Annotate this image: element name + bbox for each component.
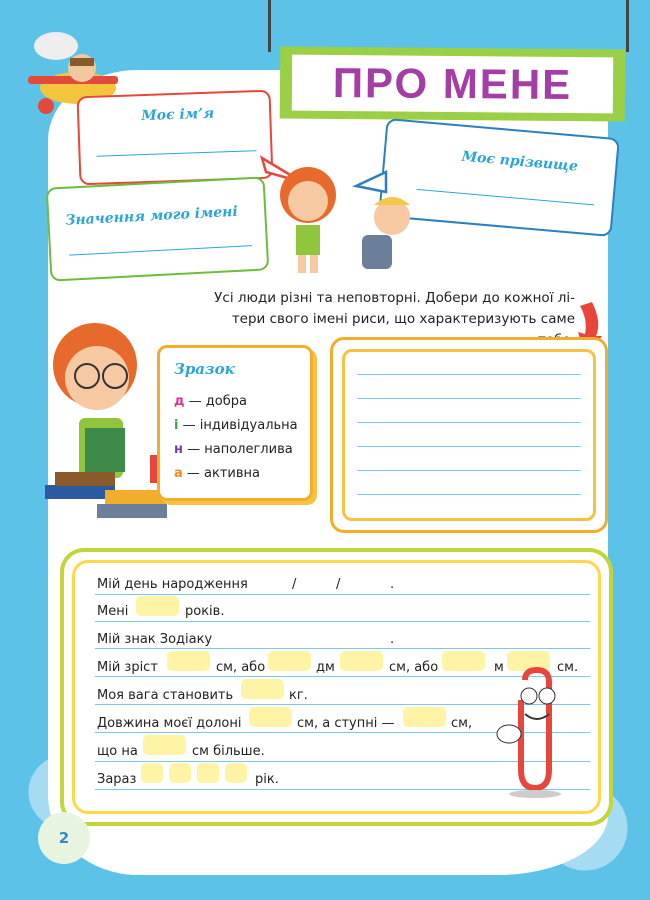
foot-input[interactable] [403, 707, 446, 727]
traits-write-line[interactable] [357, 374, 581, 375]
year-digit-input[interactable] [169, 763, 191, 783]
sample-letter: і [174, 418, 179, 433]
palm-input[interactable] [249, 707, 292, 727]
traits-write-line[interactable] [357, 494, 581, 495]
height-dm-input[interactable] [268, 651, 311, 671]
meaning-write-line[interactable] [69, 245, 252, 256]
name-write-line[interactable] [97, 150, 257, 157]
sample-trait: — наполеглива [182, 442, 293, 457]
meaning-label: Значення мого імені [65, 203, 239, 229]
sample-letter: д [174, 394, 185, 409]
birthday-label: Мій день народження [97, 577, 248, 592]
sample-row [174, 418, 298, 433]
height-cm2-unit: см, або [389, 660, 439, 675]
weight-label: Моя вага становить [97, 688, 234, 703]
palm-label: Довжина моєї долоні [97, 716, 242, 731]
age-unit: років. [185, 604, 225, 619]
difference-label: що на [97, 744, 138, 759]
weight-unit: кг. [289, 688, 308, 703]
instructions-line-2: тери свого імені риси, що характеризують саме [231, 311, 575, 327]
meaning-bubble [46, 176, 270, 281]
paperclip-mascot-illustration [495, 670, 585, 800]
surname-write-line[interactable] [417, 189, 594, 206]
sample-letter: а [174, 466, 183, 481]
year-digit-input[interactable] [197, 763, 219, 783]
kids-illustration [270, 155, 380, 280]
form-rule [95, 621, 590, 622]
sample-letter: н [174, 442, 183, 457]
traits-write-line[interactable] [357, 470, 581, 471]
traits-entry-card [330, 337, 608, 533]
weight-input[interactable] [241, 679, 284, 699]
name-bubble [77, 90, 274, 186]
surname-label: Моє прізвище [460, 148, 579, 175]
height-cm-input[interactable] [167, 651, 210, 671]
height-label: Мій зріст [97, 660, 158, 675]
page-number: 2 [38, 812, 90, 864]
sample-trait: — активна [182, 466, 261, 481]
height-m-input[interactable] [442, 651, 485, 671]
year-digit-input[interactable] [225, 763, 247, 783]
instructions-line-1: Усі люди різні та неповторні. Добери до кожної лі- [214, 290, 575, 306]
height-m-unit: м [494, 660, 504, 675]
sample-title: Зразок [174, 360, 235, 378]
sample-row [174, 442, 293, 457]
sample-row [174, 394, 247, 409]
traits-write-line[interactable] [357, 422, 581, 423]
traits-entry-frame [342, 349, 596, 521]
zodiac-end: . [390, 632, 395, 647]
traits-write-line[interactable] [357, 398, 581, 399]
form-rule [95, 594, 590, 595]
year-label: Зараз [97, 772, 137, 787]
sample-trait: — індивідуальна [178, 418, 298, 433]
sample-card [157, 345, 313, 501]
year-unit: рік. [255, 772, 279, 787]
sample-trait: — добра [184, 394, 247, 409]
title-card [280, 46, 626, 121]
page-title: ПРО МЕНЕ [292, 55, 613, 114]
birthday-end: . [390, 577, 395, 592]
birthday-separator: / [336, 577, 341, 592]
year-digit-input[interactable] [141, 763, 163, 783]
hanging-string [268, 0, 271, 52]
traits-write-line[interactable] [357, 446, 581, 447]
height-dm-unit: дм [316, 660, 335, 675]
sample-row [174, 466, 260, 481]
difference-input[interactable] [143, 735, 186, 755]
foot-unit: см, [451, 716, 473, 731]
hanging-string [626, 0, 629, 52]
age-label: Мені [97, 604, 129, 619]
birthday-separator: / [292, 577, 297, 592]
height-cm2-input[interactable] [340, 651, 383, 671]
zodiac-label: Мій знак Зодіаку [97, 632, 213, 647]
height-cm3-unit: см. [557, 660, 579, 675]
form-rule [95, 648, 590, 649]
name-label: Моє ім’я [140, 105, 215, 125]
height-cm-unit: см, або [216, 660, 266, 675]
age-input[interactable] [136, 596, 179, 616]
difference-unit: см більше. [192, 744, 265, 759]
surname-bubble [378, 118, 620, 237]
palm-mid-text: см, а ступні — [297, 716, 395, 731]
